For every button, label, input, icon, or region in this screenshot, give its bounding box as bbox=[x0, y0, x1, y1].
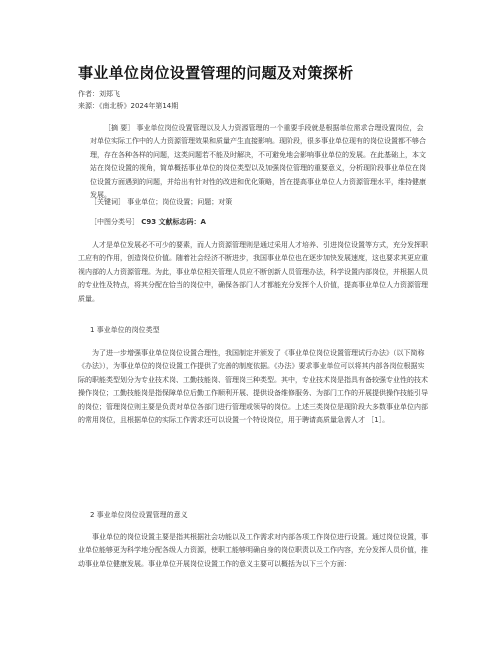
keywords-line: ［关键词］ 事业单位；岗位设置；问题；对策 bbox=[90, 198, 233, 206]
classification-value: C93 文献标志码：A bbox=[141, 218, 206, 226]
abstract-paragraph: ［摘 要］ 事业单位岗位设置管理以及人力资源管理的一个重要手段就是根据单位需求合理设置岗位，会对单位实际工作中的人力资源管理效果和质量产生直接影响。现阶段，很多事业单位现有的岗位设置都不够合理，存在各种各样的问题，这类问题若不能及时解决，不可避免地会影响事业单位的发展。在此基础上，本文站在岗位设置的视角，简单概括事业单位的岗位类型以及加强岗位管理的重要意义，分析现阶段事业单位在岗位设置方面遇到的问题，并给出有针对性的改进和优化策略，旨在提高事业单位人力资源管理水平，维持健康发展。 bbox=[90, 124, 426, 200]
author-line: 作者：刘郑飞 bbox=[78, 90, 120, 98]
classification-label: ［中图分类号］ bbox=[90, 218, 142, 226]
source-line: 来源：《南北桥》2024年第14期 bbox=[78, 102, 179, 110]
page-title: 事业单位岗位设置管理的问题及对策探析 bbox=[78, 64, 354, 82]
section-2-paragraph: 事业单位的岗位设置主要是指其根据社会功能以及工作需求对内部各项工作岗位进行设置。通过岗位设置，事业单位能够更为科学地分配各级人力资源，使职工能够明确自身的岗位职责以及工作内容，充分发挥人员价值，推动事业单位健康发展。事业单位开展岗位设置工作的意义主要可以概括为以下三个方面： bbox=[78, 533, 428, 568]
section-2-heading: 2 事业单位岗位设置管理的意义 bbox=[90, 511, 188, 519]
intro-paragraph: 人才是单位发展必不可少的要素，而人力资源管理则是通过采用人才培养、引进岗位设置等方式，充分发挥职工应有的作用，创造岗位价值。随着社会经济不断进步，我国事业单位也在逐步加快发展速度，这也要求其更应重视内部的人力资源管理。为此，事业单位相关管理人员应不断创新人员管理办法，科学设置内部岗位，并根据人员的专业性及特点，将其分配在恰当的岗位中，确保各部门人才都能充分发挥个人价值，提高事业单位人力资源管理质量。 bbox=[78, 241, 428, 303]
classification-line bbox=[90, 216, 440, 229]
section-1-heading: 1 事业单位的岗位类型 bbox=[90, 326, 160, 334]
section-1-paragraph: 为了进一步增强事业单位岗位设置合理性，我国制定并颁发了《事业单位岗位设置管理试行办法》（以下简称《办法》），为事业单位的岗位设置工作提供了完善的制度依据。《办法》要求事业单位可以将其内部各岗位根据实际的职能类型划分为专业技术岗、工勤技能岗、管理岗三种类型。其中，专业技术岗是指具有备较强专业性的技术操作岗位；工勤技能岗是指保障单位后勤工作顺利开展、提供设备维修服务、为部门工作的开展提供操作技能引导的岗位；管理岗位则主要是负责对单位各部门进行管理或领导的岗位。上述三类岗位是现阶段大多数事业单位内部的常用岗位，且根据单位的实际工作需求还可以设置一个特设岗位，用于聘请高质量急需人才 ［1］。 bbox=[78, 349, 428, 425]
